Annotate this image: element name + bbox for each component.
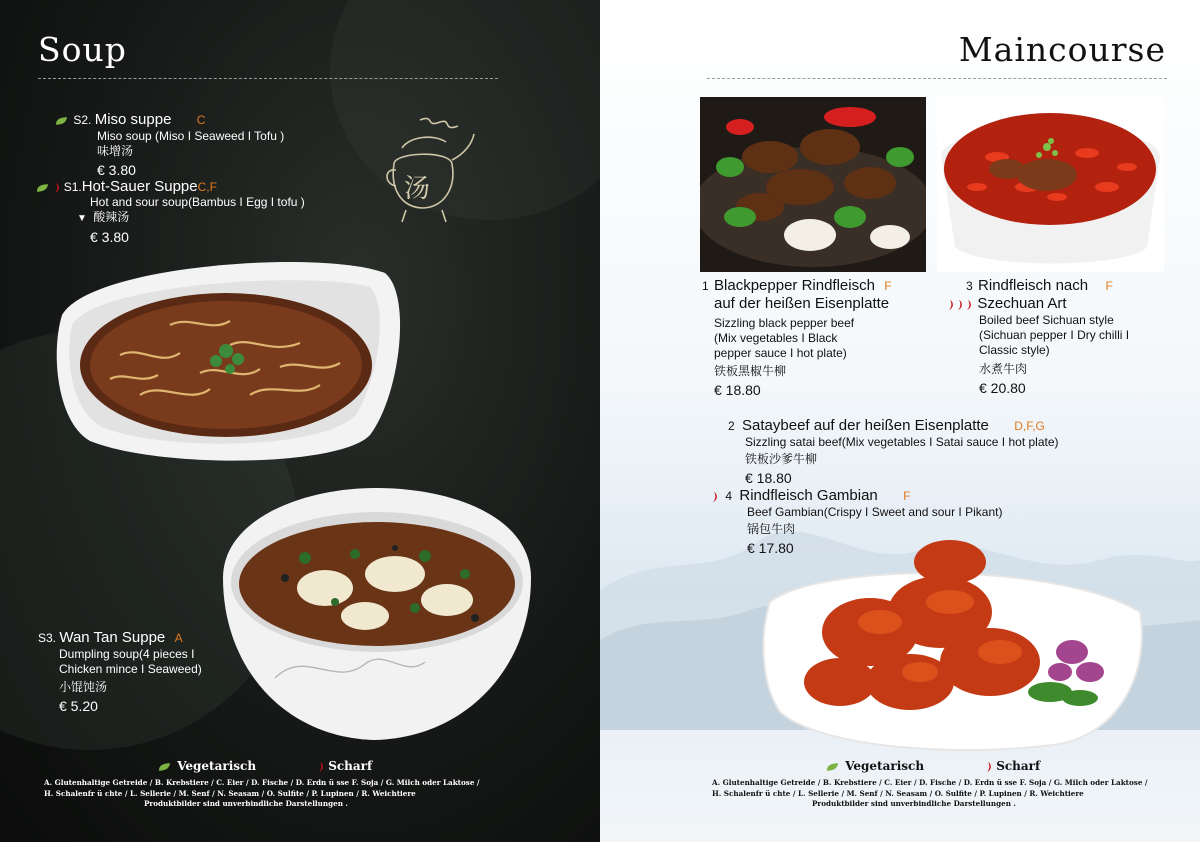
legend-spicy bbox=[318, 759, 372, 773]
allergen-codes: C,F bbox=[197, 180, 217, 194]
allergen-footnote bbox=[712, 778, 1192, 810]
legend-label: Scharf bbox=[996, 759, 1041, 773]
chili-icon bbox=[986, 761, 992, 773]
allergen-codes: F bbox=[1105, 279, 1113, 293]
item-chinese-name: 酸辣汤 bbox=[93, 210, 130, 224]
item-description: (Mix vegetables I Black bbox=[714, 331, 838, 345]
item-chinese-name: 铁板黑椒牛柳 bbox=[714, 364, 787, 378]
item-name: Miso suppe bbox=[94, 111, 172, 128]
legend-spicy bbox=[986, 759, 1040, 773]
menu-item-satay-beef bbox=[728, 417, 1148, 487]
allergen-codes: C bbox=[196, 113, 206, 127]
item-code: S1. bbox=[63, 180, 82, 194]
item-price: € 20.80 bbox=[979, 380, 1026, 396]
chili-icon bbox=[54, 182, 60, 194]
footnote-line: H. Schalenfr ü chte / L. Sellerie / M. Senf / N. Seasam / O. Sulfite / P. Lupinen / R. Weichtiere bbox=[44, 788, 416, 798]
item-description: Boiled beef Sichuan style bbox=[979, 313, 1114, 327]
menu-item-wan-tan bbox=[38, 629, 258, 715]
item-price: € 3.80 bbox=[90, 229, 129, 245]
footnote-line: A. Glutenhaltige Getreide / B. Krebstiere / C. Eier / D. Fische / D. Erdn ü sse F. Soja / G. Milch oder Laktose / bbox=[44, 778, 480, 787]
legend-label: Vegetarisch bbox=[177, 759, 257, 773]
item-chinese-name: 锅包牛肉 bbox=[747, 522, 796, 536]
blackpepper-beef-photo bbox=[700, 97, 926, 272]
allergen-codes: F bbox=[903, 489, 911, 503]
menu-item-szechuan-beef bbox=[948, 277, 1178, 397]
page-title: Soup bbox=[38, 30, 127, 69]
item-code: S2. bbox=[73, 113, 92, 127]
maincourse-page bbox=[600, 0, 1200, 842]
item-price: € 18.80 bbox=[745, 470, 792, 486]
menu-item-miso bbox=[55, 111, 335, 179]
item-description: Chicken mince I Seaweed) bbox=[59, 662, 202, 676]
item-description: Classic style) bbox=[979, 343, 1050, 357]
item-name: Rindfleisch Gambian bbox=[739, 487, 878, 504]
item-description: (Sichuan pepper I Dry chilli I bbox=[979, 328, 1130, 342]
item-price: € 18.80 bbox=[714, 382, 761, 398]
footnote-line: H. Schalenfr ü chte / L. Sellerie / M. Senf / N. Seasam / O. Sulfite / P. Lupinen / R. Weichtiere bbox=[712, 788, 1084, 798]
soup-character: 汤 bbox=[404, 174, 431, 204]
item-description: Sizzling satai beef(Mix vegetables I Satai sauce I hot plate) bbox=[745, 435, 1059, 449]
vegetarian-leaf-icon bbox=[36, 183, 49, 193]
item-name: Rindfleisch nach bbox=[978, 277, 1089, 294]
item-code: 1 bbox=[702, 279, 709, 293]
footnote-line: A. Glutenhaltige Getreide / B. Krebstiere / C. Eier / D. Fische / D. Erdn ü sse F. Soja / G. Milch oder Laktose / bbox=[712, 778, 1148, 787]
extra-hot-chili-icon bbox=[948, 299, 974, 311]
vegetarian-leaf-icon bbox=[826, 762, 839, 772]
allergen-footnote bbox=[44, 778, 544, 810]
page-title: Maincourse bbox=[958, 30, 1166, 69]
menu-item-hot-sour bbox=[36, 178, 356, 246]
item-name: Hot-Sauer Suppe bbox=[81, 178, 198, 195]
legend-label: Vegetarisch bbox=[845, 759, 925, 773]
footnote-line: Produktbilder sind unverbindliche Darstellungen . bbox=[144, 799, 348, 808]
item-description: Dumpling soup(4 pieces I bbox=[59, 647, 195, 661]
title-divider bbox=[707, 78, 1167, 79]
item-price: € 17.80 bbox=[747, 540, 794, 556]
item-name: Sataybeef auf der heißen Eisenplatte bbox=[742, 417, 989, 434]
item-description: Beef Gambian(Crispy I Sweet and sour I Pikant) bbox=[747, 505, 1003, 519]
wan-tan-soup-photo bbox=[215, 478, 535, 743]
item-price: € 3.80 bbox=[97, 162, 136, 178]
chili-icon bbox=[712, 491, 718, 503]
item-name: Blackpepper Rindfleisch bbox=[714, 277, 875, 294]
item-name: auf der heißen Eisenplatte bbox=[714, 295, 890, 312]
item-code: 2 bbox=[728, 419, 735, 433]
item-code: 4 bbox=[725, 489, 733, 503]
item-code: S3. bbox=[38, 631, 57, 645]
hot-sour-soup-photo bbox=[50, 255, 410, 470]
allergen-codes: F bbox=[884, 279, 892, 293]
footnote-line: Produktbilder sind unverbindliche Darstellungen . bbox=[812, 799, 1016, 808]
item-name: Szechuan Art bbox=[977, 295, 1067, 312]
menu-item-blackpepper-beef bbox=[702, 277, 932, 399]
title-divider bbox=[38, 78, 498, 79]
item-description: Sizzling black pepper beef bbox=[714, 316, 855, 330]
item-chinese-name: 小馄饨汤 bbox=[59, 680, 108, 694]
vegetarian-leaf-icon bbox=[158, 762, 171, 772]
item-description: Miso soup (Miso I Seaweed I Tofu ) bbox=[97, 129, 285, 143]
item-chinese-name: 水煮牛肉 bbox=[979, 362, 1028, 376]
item-chinese-name: 味增汤 bbox=[97, 144, 134, 158]
allergen-codes: A bbox=[174, 631, 183, 645]
allergen-codes: D,F,G bbox=[1014, 419, 1045, 433]
item-chinese-name: 铁板沙爹牛柳 bbox=[745, 452, 818, 466]
vegetarian-leaf-icon bbox=[55, 116, 68, 126]
item-name: Wan Tan Suppe bbox=[59, 629, 166, 646]
chili-icon bbox=[318, 761, 324, 773]
item-code: 3 bbox=[966, 279, 973, 293]
item-description: pepper sauce I hot plate) bbox=[714, 346, 847, 360]
spicy-marker-icon: ▼ bbox=[77, 213, 87, 224]
szechuan-beef-photo bbox=[937, 97, 1164, 272]
item-description: Hot and sour soup(Bambus I Egg I tofu ) bbox=[90, 195, 305, 209]
legend-vegetarian bbox=[826, 759, 924, 773]
gambian-beef-photo bbox=[760, 522, 1150, 752]
legend-vegetarian bbox=[158, 759, 256, 773]
legend-label: Scharf bbox=[328, 759, 373, 773]
item-price: € 5.20 bbox=[59, 698, 98, 714]
